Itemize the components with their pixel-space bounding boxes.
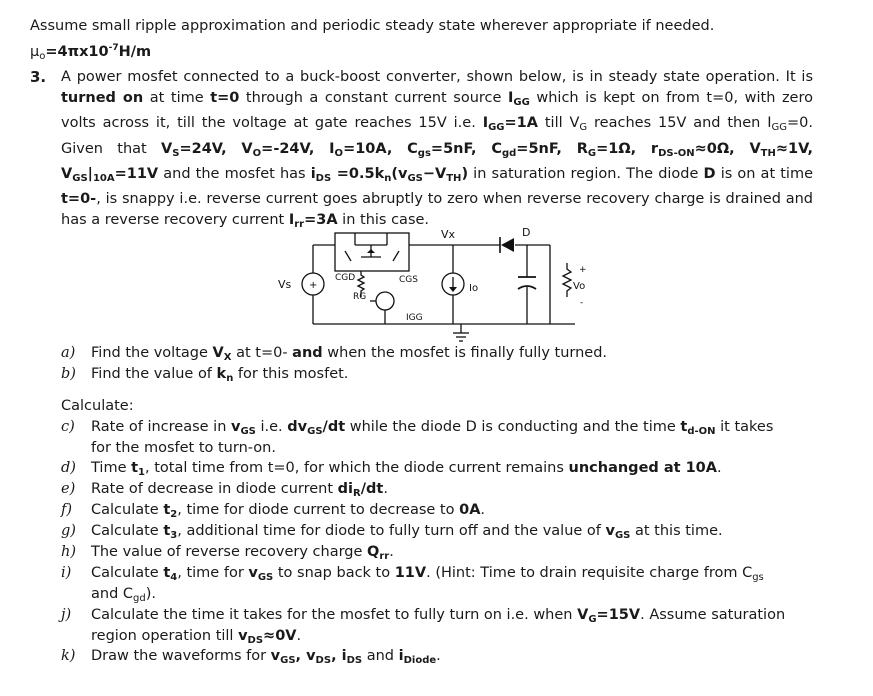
vx-label: Vx bbox=[441, 228, 456, 241]
diode-symbol bbox=[501, 238, 514, 252]
vs-plus-sign: + bbox=[309, 280, 318, 291]
question-number: 3. bbox=[30, 68, 47, 86]
assumption-text: Assume small ripple approximation and periodic steady state wherever appropriate if needed. bbox=[30, 18, 715, 34]
cgs-label: CGS bbox=[399, 275, 418, 285]
buck-boost-circuit-diagram bbox=[275, 225, 615, 345]
calculate-heading: Calculate: bbox=[61, 398, 134, 414]
vo-label: Vo bbox=[573, 281, 586, 292]
mu-constant: $\mu_o=4\pi x10^{-7}H/m$ bbox=[30, 43, 152, 62]
igg-label: IGG bbox=[406, 313, 423, 323]
rg-label: RG bbox=[353, 292, 367, 302]
vo-plus-sign: + bbox=[579, 265, 587, 275]
cgd-label: CGD bbox=[335, 273, 356, 283]
question-body: A power mosfet connected to a buck-boost converter, shown below, is in steady state operation. It is turned on at time t=0 through a constant current source $I_{GG}$ which is kept on from t=0, with zero volts across it, till the voltage at gate reaches 15V i.e. $I_{GG}=1A$ till $V_G$ reaches 15V and then $I_{GG}=0$. Given that $V_S=24V$, $V_O=-24V$, $I_O=10A$, $C_{gs}=5nF$, $C_{gd}=5nF$, $R_G=1\Omega$, $r_{DS-ON}\approx 0\Omega$, $V_{TH}\approx 1V$, $V_{GS}|_{10A}=11V$ and the mosfet has $i_{DS} =0.5k_n(v_{GS}-V_{TH})$ in saturation region. The diode D is on at time t=0-, is snappy i.e. reverse current goes abruptly to zero when reverse recovery charge is drained and has a reverse recovery current $I_{rr}=3A$ in this case. bbox=[61, 69, 813, 231]
vo-minus-sign: - bbox=[580, 298, 584, 308]
vs-label: Vs bbox=[278, 278, 292, 291]
diode-label: D bbox=[522, 226, 531, 239]
io-label: Io bbox=[469, 283, 479, 294]
igg-current-source bbox=[376, 292, 394, 310]
